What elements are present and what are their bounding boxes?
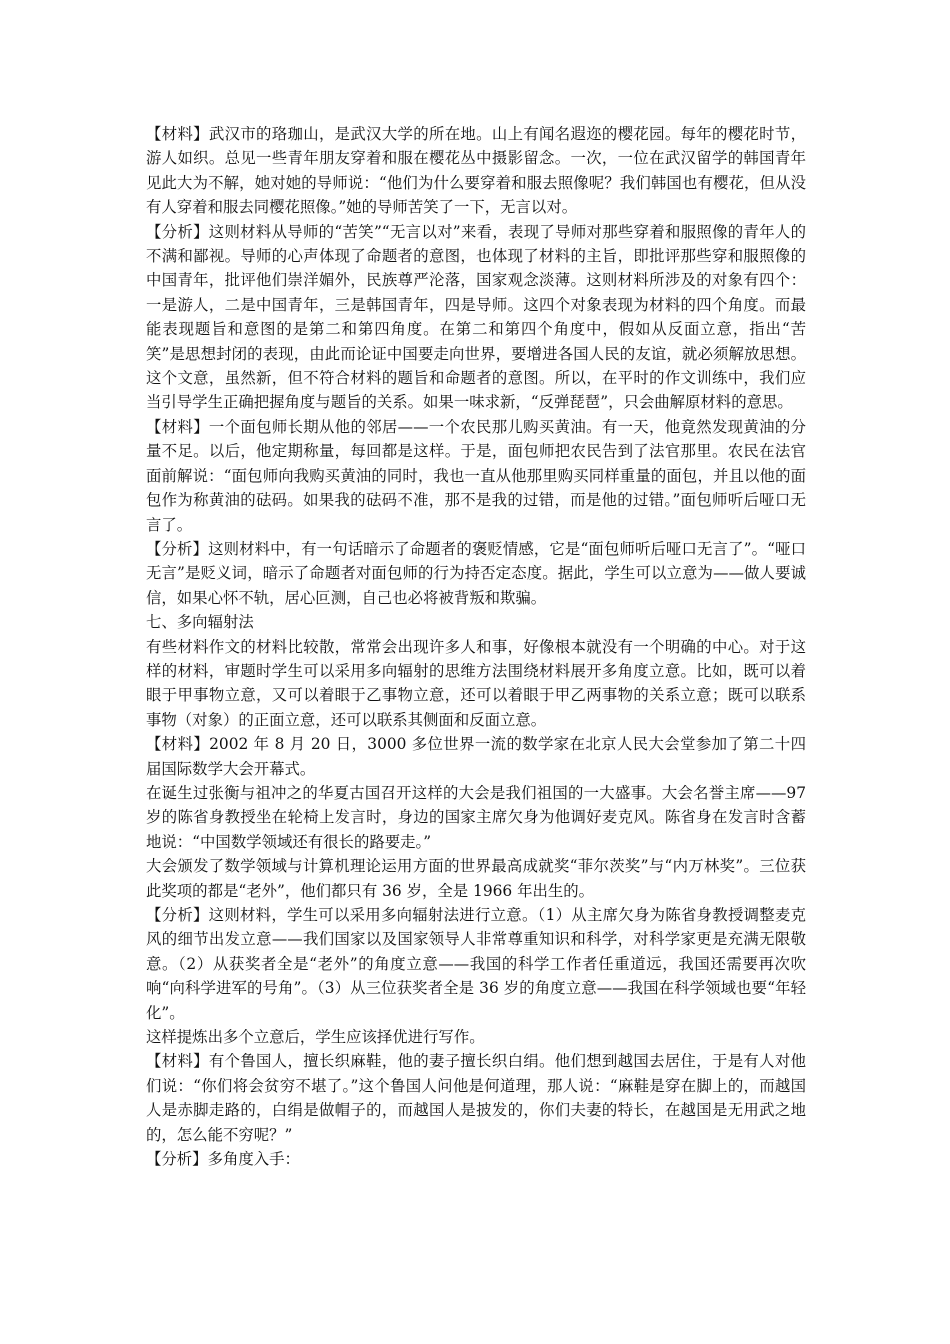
analysis-baker-paragraph: 【分析】这则材料中，有一句话暗示了命题者的褒贬情感，它是“面包师听后哑口无言了”。“哑口无言”是贬义词，暗示了命题者对面包师的行为持否定态度。据此，学生可以立意为——做人要诚信，如果心怀不轨，居心叵测，自己也必将被背叛和欺骗。 [146, 539, 806, 607]
material-baker-paragraph: 【材料】一个面包师长期从他的邻居——一个农民那儿购买黄油。有一天，他竟然发现黄油的分量不足。以后，他定期称量，每回都是这样。于是，面包师把农民告到了法官那里。农民在法官面前解说：“面包师向我购买黄油的同时，我也一直从他那里购买同样重量的面包，并且以他的面包作为称黄油的砝码。如果我的砝码不准，那不是我的过错，而是他的过错。”面包师听后哑口无言了。 [146, 417, 806, 534]
material-math-congress-paragraph: 【材料】2002 年 8 月 20 日，3000 多位世界一流的数学家在北京人民大会堂参加了第二十四届国际数学大会开幕式。 [146, 735, 806, 778]
analysis-lu-paragraph: 【分析】多角度入手： [146, 1150, 300, 1169]
material-wuhan-paragraph: 【材料】武汉市的珞珈山，是武汉大学的所在地。山上有闻名遐迩的樱花园。每年的樱花时节，游人如织。总见一些青年朋友穿着和服在樱花丛中摄影留念。一次，一位在武汉留学的韩国青年见此大为不解，她对她的导师说：“他们为什么要穿着和服去照像呢？我们韩国也有樱花，但从没有人穿着和服去同樱花照像。”她的导师苦笑了一下，无言以对。 [146, 125, 806, 217]
analysis-math-congress-paragraph: 【分析】这则材料，学生可以采用多向辐射法进行立意。（1）从主席欠身为陈省身教授调整麦克风的细节出发立意——我们国家以及国家领导人非常尊重知识和科学，对科学家更是充满无限敬意。（2）从获奖者全是“老外”的角度立意——我国的科学工作者任重道远，我国还需要再次吹响“向科学进军的号角”。（3）从三位获奖者全是 36 岁的角度立意——我国在科学领域也要“年轻化”。 [146, 906, 806, 1022]
material-lu-paragraph: 【材料】有个鲁国人，擅长织麻鞋，他的妻子擅长织白绢。他们想到越国去居住，于是有人对他们说：“你们将会贫穷不堪了。”这个鲁国人问他是何道理，那人说：“麻鞋是穿在脚上的，而越国人是赤脚走路的，白绢是做帽子的，而越国人是披发的，你们夫妻的特长，在越国是无用武之地的，怎么能不穷呢？” [146, 1052, 806, 1144]
analysis-wuhan-paragraph: 【分析】这则材料从导师的“苦笑”“无言以对”来看，表现了导师对那些穿着和服照像的青年人的不满和鄙视。导师的心声体现了命题者的意图，也体现了材料的主旨，即批评那些穿和服照像的中国青年，批评他们崇洋媚外，民族尊严沦落，国家观念淡薄。这则材料所涉及的对象有四个：一是游人，二是中国青年，三是韩国青年，四是导师。这四个对象表现为材料的四个角度。而最能表现题旨和意图的是第二和第四角度。在第二和第四个角度中，假如从反面立意，指出“苦笑”是思想封闭的表现，由此而论证中国要走向世界，要增进各国人民的友谊，就必须解放思想。这个文意，虽然新，但不符合材料的题旨和命题者的意图。所以，在平时的作文训练中，我们应当引导学生正确把握角度与题旨的关系。如果一味求新，“反弹琵琶”，只会曲解原材料的意思。 [146, 222, 806, 412]
method-description-paragraph: 有些材料作文的材料比较散，常常会出现许多人和事，好像根本就没有一个明确的中心。对于这样的材料，审题时学生可以采用多向辐射的思维方法围绕材料展开多角度立意。比如，既可以着眼于甲事物立意，又可以着眼于乙事物立意，还可以着眼于甲乙两事物的关系立意；既可以联系事物（对象）的正面立意，还可以联系其侧面和反面立意。 [146, 637, 806, 729]
fields-medal-paragraph: 大会颁发了数学领域与计算机理论运用方面的世界最高成就奖“菲尔茨奖”与“内万林奖”。三位获此奖项的都是“老外”，他们都只有 36 岁，全是 1966 年出生的。 [146, 857, 806, 900]
summary-paragraph: 这样提炼出多个立意后，学生应该择优进行写作。 [146, 1028, 485, 1047]
document-page [146, 122, 806, 1171]
section-heading: 七、多向辐射法 [146, 613, 254, 632]
math-congress-detail-paragraph: 在诞生过张衡与祖冲之的华夏古国召开这样的大会是我们祖国的一大盛事。大会名誉主席——97 岁的陈省身教授坐在轮椅上发言时，身边的国家主席欠身为他调好麦克风。陈省身在发言时含蓄地说：“中国数学领域还有很长的路要走。” [146, 783, 806, 851]
